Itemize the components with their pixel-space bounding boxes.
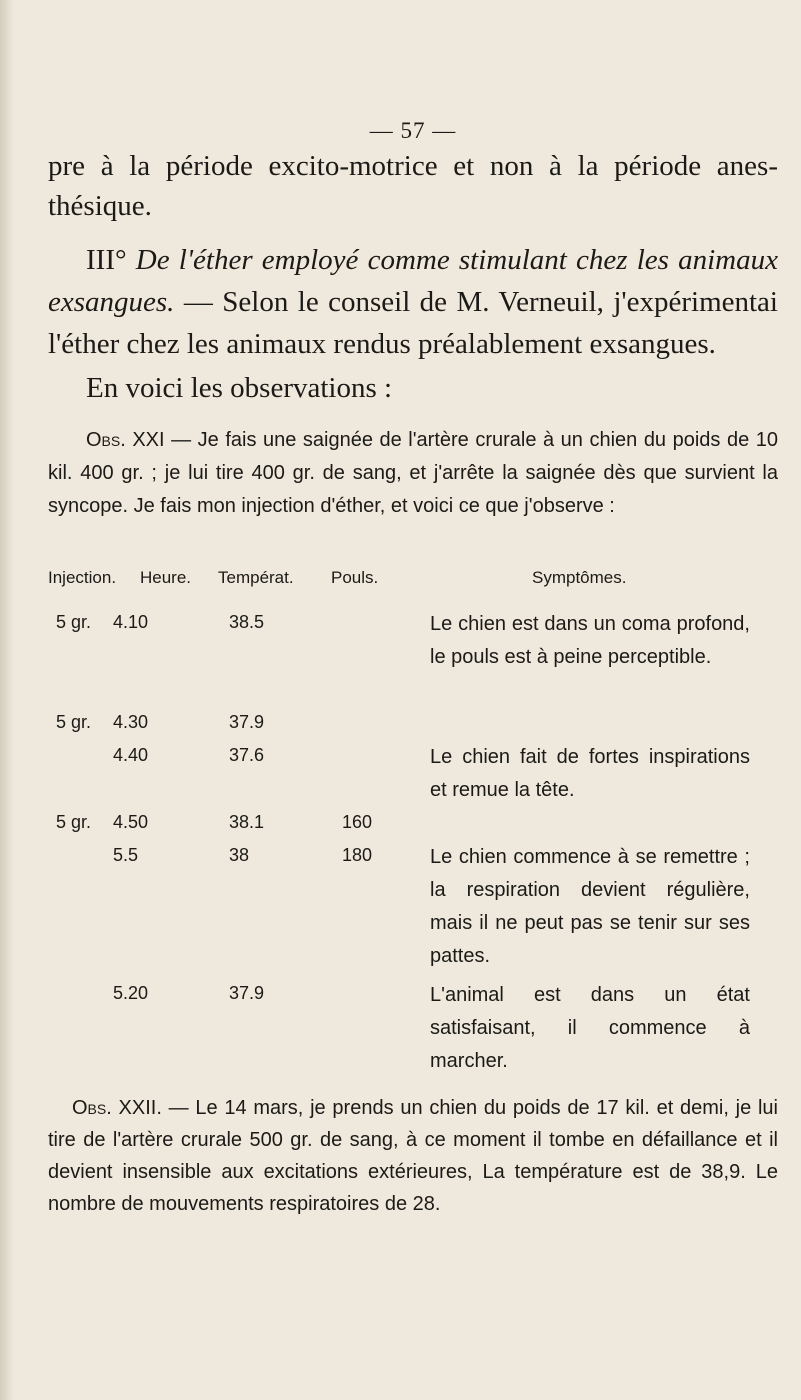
header-injection: Injection. — [48, 568, 117, 587]
cell-heure: 5.20 — [113, 983, 149, 1003]
cell-symptomes: Le chien commence à se remettre ; la respiration devient régulière, mais il ne peut pas se tenir sur ses pattes. — [430, 846, 750, 967]
cell-heure: 4.50 — [113, 812, 149, 832]
observations-intro: En voici les observations : — [86, 372, 393, 404]
header-temperature: Températ. — [218, 568, 294, 587]
cell-pouls: 180 — [342, 845, 373, 865]
cell-heure: 4.40 — [113, 745, 149, 765]
cell-temperature: 38 — [229, 845, 250, 865]
observation-xxii — [48, 1092, 778, 1220]
cell-pouls: 160 — [342, 812, 373, 832]
section-title: De l'éther employé comme stimulant chez les animaux exsangues. — [48, 244, 778, 318]
cell-heure: 4.30 — [113, 712, 149, 732]
cell-heure: 4.10 — [113, 612, 149, 632]
cell-heure: 5.5 — [113, 845, 139, 865]
cell-temperature: 37.9 — [229, 983, 265, 1003]
observation-xxii-label: Obs. XXII. — [72, 1097, 162, 1119]
section-body: — Selon le conseil de M. Verneuil, j'expérimentai l'éther chez les animaux rendus préalablement exsangues. — [48, 286, 778, 360]
cell-symptomes: Le chien est dans un coma profond, le pouls est à peine perceptible. — [430, 613, 750, 668]
header-heure: Heure. — [140, 568, 192, 587]
section-number: III° — [86, 244, 127, 276]
cell-injection: 5 gr. — [56, 812, 92, 832]
section-iii-paragraph — [48, 239, 778, 365]
cell-temperature: 38.1 — [229, 812, 265, 832]
header-symptomes: Symptômes. — [532, 568, 627, 587]
cell-temperature: 37.6 — [229, 745, 265, 765]
page-number: — 57 — — [369, 118, 457, 143]
cell-temperature: 37.9 — [229, 712, 265, 732]
cell-symptomes: Le chien fait de fortes inspirations et remue la tête. — [430, 746, 750, 801]
header-pouls: Pouls. — [331, 568, 379, 587]
cell-symptomes: L'animal est dans un état satisfaisant, il commence à marcher. — [430, 984, 750, 1072]
observation-xxi — [48, 424, 778, 523]
intro-paragraph: pre à la période excito-motrice et non à la période anes-thésique. — [48, 150, 778, 222]
page-content — [48, 0, 778, 1400]
table-header — [48, 568, 778, 598]
observation-xxi-text: — Je fais une saignée de l'artère crurale à un chien du poids de 10 kil. 400 gr. ; je lui tire 400 gr. de sang, et j'arrête la saignée dès que survient la syncope. Je fais mon injection d'éther, et voici ce que j'observe : — [48, 429, 778, 517]
cell-temperature: 38.5 — [229, 612, 265, 632]
cell-injection: 5 gr. — [56, 612, 92, 632]
cell-injection: 5 gr. — [56, 712, 92, 732]
page-edge — [0, 0, 14, 1400]
observation-xxi-label: Obs. XXI — [86, 429, 165, 451]
observation-xxii-text: — Le 14 mars, je prends un chien du poids de 17 kil. et demi, je lui tire de l'artère crurale 500 gr. de sang, à ce moment il tombe en défaillance et il devient insensible aux excitations extérieures, La température est de 38,9. Le nombre de mouvements respiratoires de 28. — [48, 1097, 778, 1215]
